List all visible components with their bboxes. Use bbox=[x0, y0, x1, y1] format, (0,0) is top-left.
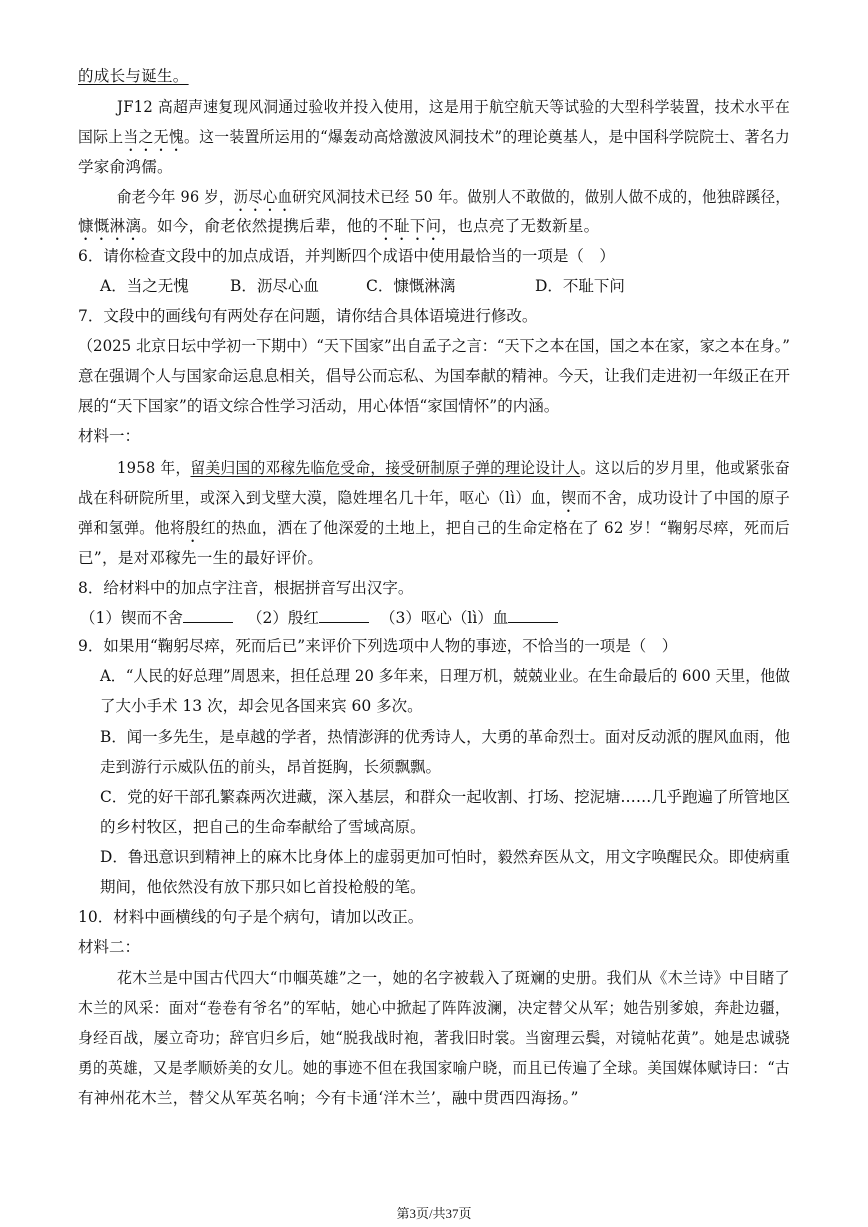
heading-text: 材料一： bbox=[78, 427, 141, 445]
paragraph-text: 。如今，俞老依然提携后辈，他的 bbox=[141, 217, 379, 235]
paragraph-text: JF12 高超声速复现风洞通过验收并投入使用，这是用于航空航天等试验的大型科学装置，技术水平在 bbox=[117, 98, 791, 116]
paragraph-text: 花木兰是中国古代四大“巾帼英雄”之一，她的名字被载入了斑斓的史册。我们从《木兰诗》中目睹了 bbox=[117, 969, 790, 987]
paragraph-text: 学家俞鸿儒。 bbox=[78, 158, 173, 176]
question-text: 7．文段中的画线句有两处存在问题，请你结合具体语境进行修改。 bbox=[78, 307, 538, 325]
answer-blank[interactable] bbox=[183, 608, 233, 623]
answer-blank[interactable] bbox=[508, 608, 558, 623]
answer-blank[interactable] bbox=[319, 608, 369, 623]
paragraph-text: 木兰的风采：面对“卷卷有爷名”的军帖，她心中掀起了阵阵波澜，决定替父从军；她告别爹娘，奔赴边疆， bbox=[78, 999, 790, 1017]
paragraph-text: 勇的英雄，又是孝顺娇美的女儿。她的事迹不但在我国家喻户晓，而且已传遍了全球。美国媒体赋诗曰：“古 bbox=[78, 1059, 791, 1077]
dotted-char: 锲 bbox=[561, 489, 577, 507]
page-footer: 第3页/共37页 bbox=[396, 1206, 472, 1221]
blank-label: （3）呕心（lì）血 bbox=[380, 609, 509, 627]
question-text: 9．如果用“鞠躬尽瘁，死而后已”来评价下列选项中人物的事迹，不恰当的一项是（ ） bbox=[78, 637, 678, 655]
paragraph-text: 红的热血，洒在了他深爱的土地上，把自己的生命定格在了 62 岁！“鞠躬尽瘁，死而后 bbox=[200, 519, 790, 537]
paragraph-text: 已”，是对邓稼先一生的最好评价。 bbox=[78, 549, 324, 567]
paragraph-text: 。这以后的岁月里，他或紧张奋 bbox=[580, 459, 791, 477]
paragraph-text: 身经百战，屡立奇功；辞官归乡后，她“脱我战时袍，著我旧时裳。当窗理云鬓，对镜帖花黄”。她是忠诚骁 bbox=[78, 1029, 790, 1047]
blank-label: （1）锲而不舍 bbox=[80, 609, 183, 627]
paragraph-text: 1958 年， bbox=[117, 459, 191, 477]
paragraph-text: 俞老今年 96 岁， bbox=[117, 188, 234, 206]
paragraph-text: 而不舍，成功设计了中国的原子 bbox=[576, 489, 790, 507]
dotted-char: 殷 bbox=[185, 519, 201, 537]
option-c[interactable]: C．慷慨淋漓 bbox=[366, 277, 456, 295]
option-text: 的乡村牧区，把自己的生命奉献给了雪域高原。 bbox=[100, 818, 426, 836]
paragraph-text: （2025 北京日坛中学初一下期中）“天下国家”出自孟子之言：“天下之本在国，国之本在家，家之本在身。” bbox=[78, 337, 790, 355]
dotted-idiom: 当之无愧 bbox=[123, 128, 184, 146]
paragraph-text: 战在科研院所里，或深入到戈壁大漠，隐姓埋名几十年，呕心（lì）血， bbox=[78, 489, 562, 507]
paragraph-text: 意在强调个人与国家命运息息相关，倡导公而忘私、为国奉献的精神。今天，让我们走进初一年级正在开 bbox=[78, 367, 791, 385]
option-d[interactable]: D．不耻下问 bbox=[535, 277, 625, 295]
paragraph-text: 展的“天下国家”的语文综合性学习活动，用心体悟“家国情怀”的内涵。 bbox=[78, 397, 560, 415]
option-text: 期间，他依然没有放下那只如匕首投枪般的笔。 bbox=[100, 878, 426, 896]
underlined-sentence-end: 的成长与诞生。 bbox=[78, 67, 189, 85]
dotted-idiom: 慷慨淋漓 bbox=[78, 217, 142, 235]
option-b[interactable]: B．沥尽心血 bbox=[230, 277, 319, 295]
dotted-idiom: 不耻下问 bbox=[378, 217, 442, 235]
option-text: 了大小手术 13 次，却会见各国来宾 60 多次。 bbox=[100, 697, 423, 715]
option-text: 走到游行示威队伍的前头，昂首挺胸，长须飘飘。 bbox=[100, 758, 442, 776]
paragraph-text: 。这一装置所运用的“爆轰动高焓激波风洞技术”的理论奠基人，是中国科学院院士、著名力 bbox=[183, 128, 790, 146]
option-text: A．“人民的好总理”周恩来，担任总理 20 多年来，日理万机，兢兢业业。在生命最后的 600 天里，他做 bbox=[100, 667, 790, 685]
option-a[interactable]: A．当之无愧 bbox=[100, 277, 189, 295]
blank-label: （2）殷红 bbox=[247, 609, 319, 627]
paragraph-text: 研究风洞技术已经 50 年。做别人不敢做的，做别人做不成的，他独辟蹊径， bbox=[292, 188, 791, 206]
question-text: 8．给材料中的加点字注音，根据拼音写出汉字。 bbox=[78, 579, 414, 597]
question-text: 6．请你检查文段中的加点成语，并判断四个成语中使用最恰当的一项是（ ） bbox=[78, 247, 615, 265]
option-text: C．党的好干部孔繁森两次进藏，深入基层，和群众一起收割、打场、挖泥塘……几乎跑遍了所管地区 bbox=[100, 788, 790, 806]
paragraph-text: 有神州花木兰，替父从军英名响；今有卡通‘洋木兰’，融中贯西四海扬。” bbox=[78, 1089, 579, 1107]
underlined-sentence: 留美归国的邓稼先临危受命，接受研制原子弹的理论设计人 bbox=[190, 459, 581, 477]
option-text: B．闻一多先生，是卓越的学者，热情澎湃的优秀诗人，大勇的革命烈士。面对反动派的腥风血雨，他 bbox=[100, 728, 791, 746]
option-text: D．鲁迅意识到精神上的麻木比身体上的虚弱更加可怕时，毅然弃医从文，用文字唤醒民众。即使病重 bbox=[100, 848, 790, 866]
heading-text: 材料二： bbox=[78, 938, 141, 956]
paragraph-text: 国际上 bbox=[78, 128, 124, 146]
question-text: 10．材料中画横线的句子是个病句，请加以改正。 bbox=[78, 908, 424, 926]
paragraph-text: ，也点亮了无数新星。 bbox=[441, 217, 600, 235]
dotted-idiom: 沥尽心血 bbox=[233, 188, 293, 206]
paragraph-text: 弹和氢弹。他将 bbox=[78, 519, 186, 537]
